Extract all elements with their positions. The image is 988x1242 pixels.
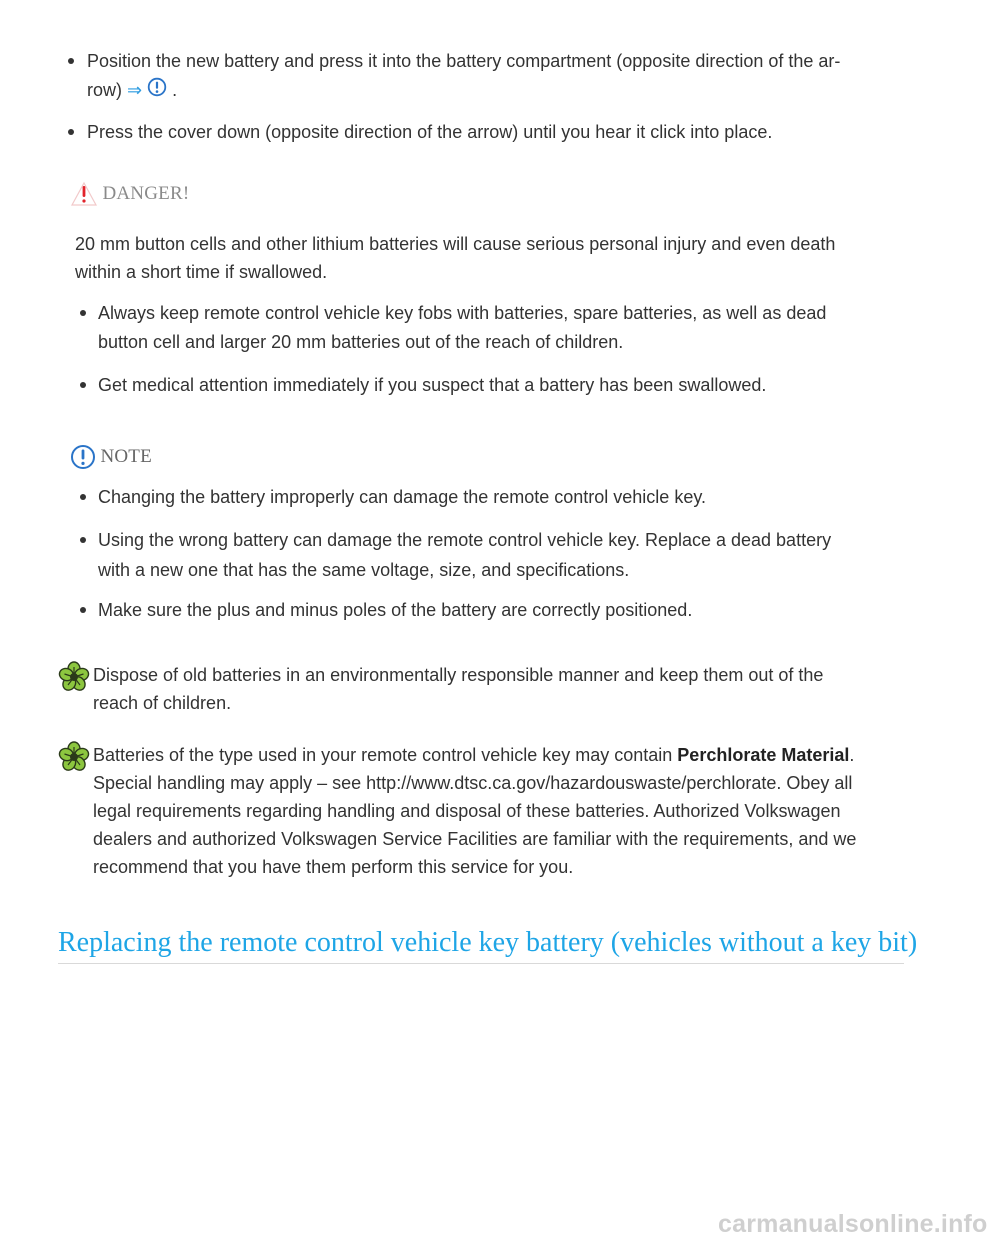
- bullet-dot: [80, 494, 86, 500]
- note-title: NOTE: [100, 446, 152, 467]
- perchlorate-suffix: .: [849, 745, 855, 765]
- danger-header: [70, 180, 189, 208]
- danger-intro-line-2: within a short time if swallowed.: [75, 262, 328, 282]
- note-bullet-2-line-1: Using the wrong battery can damage the remote control vehicle key. Replace a dead battery: [98, 530, 832, 550]
- perchlorate-prefix: Batteries of the type used in your remote control vehicle key may contain: [93, 745, 678, 765]
- danger-bullet-1-line-1: Always keep remote control vehicle key fobs with batteries, spare batteries, as well as dead: [98, 303, 827, 323]
- section-heading: Replacing the remote control vehicle key battery (vehicles without a key bit): [58, 927, 918, 958]
- environment-flower-icon: [58, 741, 90, 778]
- environment-flower-icon: [58, 661, 90, 698]
- environment-note-2-line-5: recommend that you have them perform this service for you.: [93, 857, 574, 877]
- bullet-dot: [68, 58, 74, 64]
- cross-reference-arrow-link[interactable]: ⇒: [127, 80, 143, 100]
- danger-title: DANGER!: [102, 183, 190, 204]
- environment-note-1-line-2: reach of children.: [93, 693, 232, 713]
- circle-exclamation-icon: [70, 444, 96, 470]
- note-bullet-1-line-1: Changing the battery improperly can damage the remote control vehicle key.: [98, 487, 706, 507]
- step-1-line-2: [87, 76, 177, 106]
- danger-bullet-1-line-2: button cell and larger 20 mm batteries out of the reach of children.: [98, 332, 624, 352]
- environment-note-2-line-4: dealers and authorized Volkswagen Service Facilities are familiar with the requirements, and we: [93, 829, 857, 849]
- step-2-line-1: Press the cover down (opposite direction of the arrow) until you hear it click into place.: [87, 122, 773, 142]
- bullet-dot: [68, 129, 74, 135]
- environment-note-2-line-2: Special handling may apply – see http://www.dtsc.ca.gov/hazardouswaste/perchlorate. Obey all: [93, 773, 853, 793]
- environment-note-1-line-1: Dispose of old batteries in an environmentally responsible manner and keep them out of the: [93, 665, 824, 685]
- warning-exclamation-icon: [70, 180, 98, 208]
- note-bullet-3-line-1: Make sure the plus and minus poles of the battery are correctly positioned.: [98, 600, 693, 620]
- bullet-dot: [80, 310, 86, 316]
- danger-bullet-2-line-1: Get medical attention immediately if you suspect that a battery has been swallowed.: [98, 375, 767, 395]
- bullet-dot: [80, 607, 86, 613]
- note-reference-icon[interactable]: [147, 77, 167, 106]
- environment-note-2-line-3: legal requirements regarding handling and disposal of these batteries. Authorized Volkswagen: [93, 801, 841, 821]
- perchlorate-material: Perchlorate Material: [677, 745, 850, 765]
- step-1-line-2-suffix: .: [172, 80, 178, 100]
- heading-divider: [58, 963, 904, 964]
- watermark: carmanualsonline.info: [718, 1210, 988, 1238]
- note-bullet-2-line-2: with a new one that has the same voltage, size, and specifications.: [98, 560, 630, 580]
- bullet-dot: [80, 382, 86, 388]
- note-header: [70, 444, 152, 472]
- step-1-line-2-prefix: row): [87, 80, 122, 100]
- environment-note-2-line-1: [93, 741, 854, 770]
- bullet-dot: [80, 537, 86, 543]
- danger-intro-line-1: 20 mm button cells and other lithium batteries will cause serious personal injury and even death: [75, 234, 836, 254]
- step-1-line-1: Position the new battery and press it into the battery compartment (opposite direction of the ar-: [87, 51, 841, 71]
